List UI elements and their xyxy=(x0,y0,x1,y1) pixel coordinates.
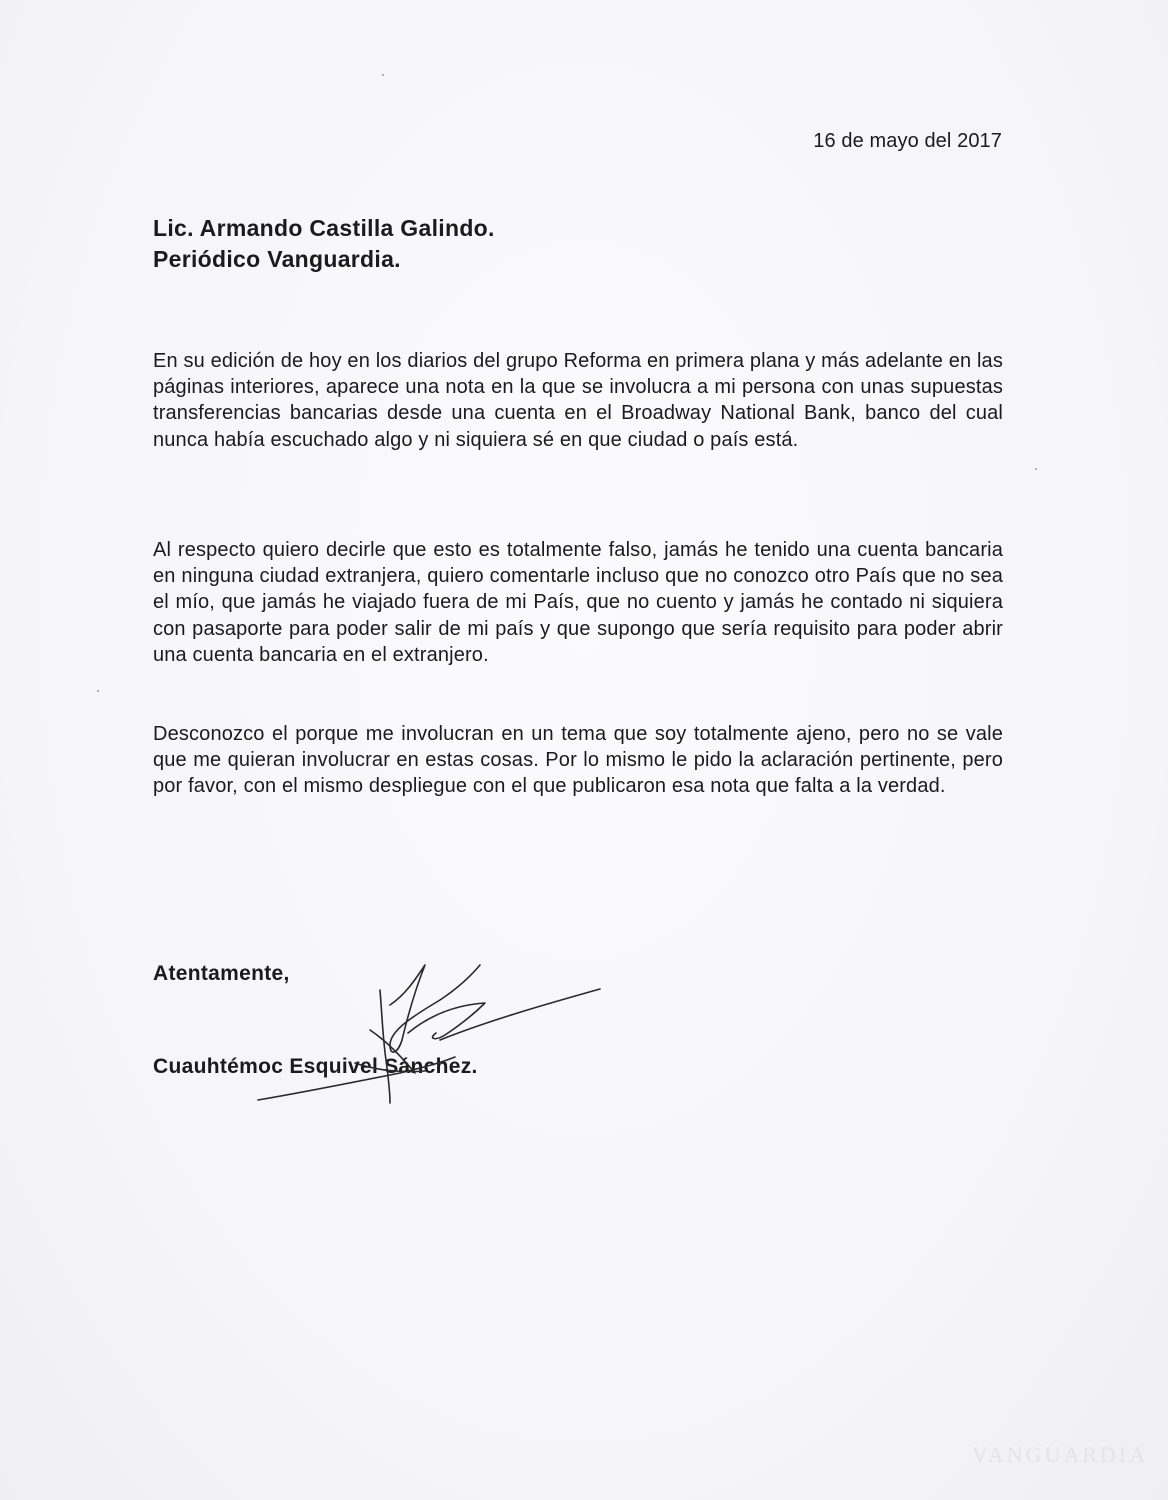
recipient-name: Lic. Armando Castilla Galindo. xyxy=(153,215,495,241)
recipient-block xyxy=(153,213,495,275)
body-paragraph-1: En su edición de hoy en los diarios del grupo Reforma en primera plana y más adelante en las páginas interiores, aparece una nota en la que se involucra a mi persona con unas supuestas transferencias bancarias desde una cuenta en el Broadway National Bank, banco del cual nunca había escuchado algo y ni siquiera sé en que ciudad o país está. xyxy=(153,350,1003,451)
body-paragraph-3: Desconozco el porque me involucran en un tema que soy totalmente ajeno, pero no se vale que me quieran involucrar en estas cosas. Por lo mismo le pido la aclaración pertinente, pero por favor, con el mismo despliegue con el que publicaron esa nota que falta a la verdad. xyxy=(153,723,1003,798)
handwritten-signature xyxy=(240,945,620,1120)
body-paragraph-2: Al respecto quiero decirle que esto es totalmente falso, jamás he tenido una cuenta bancaria en ninguna ciudad extranjera, quiero comentarle incluso que no conozco otro País que no sea el mío, que jamás he viajado fuera de mi País, que no cuento y jamás he contado ni siquiera con pasaporte para poder salir de mi país y que supongo que sería requisito para poder abrir una cuenta bancaria en el extranjero. xyxy=(153,539,1003,666)
letter-date: 16 de mayo del 2017 xyxy=(813,130,1002,152)
signer-name: Cuauhtémoc Esquivel Sánchez. xyxy=(153,1055,478,1078)
scan-speck xyxy=(382,74,384,76)
vanguardia-watermark: VANGUARDIA xyxy=(971,1442,1148,1467)
closing-salutation: Atentamente, xyxy=(153,962,290,985)
scan-speck xyxy=(1035,468,1037,470)
scan-speck xyxy=(97,690,99,692)
recipient-organization: Periódico Vanguardia. xyxy=(153,246,401,272)
